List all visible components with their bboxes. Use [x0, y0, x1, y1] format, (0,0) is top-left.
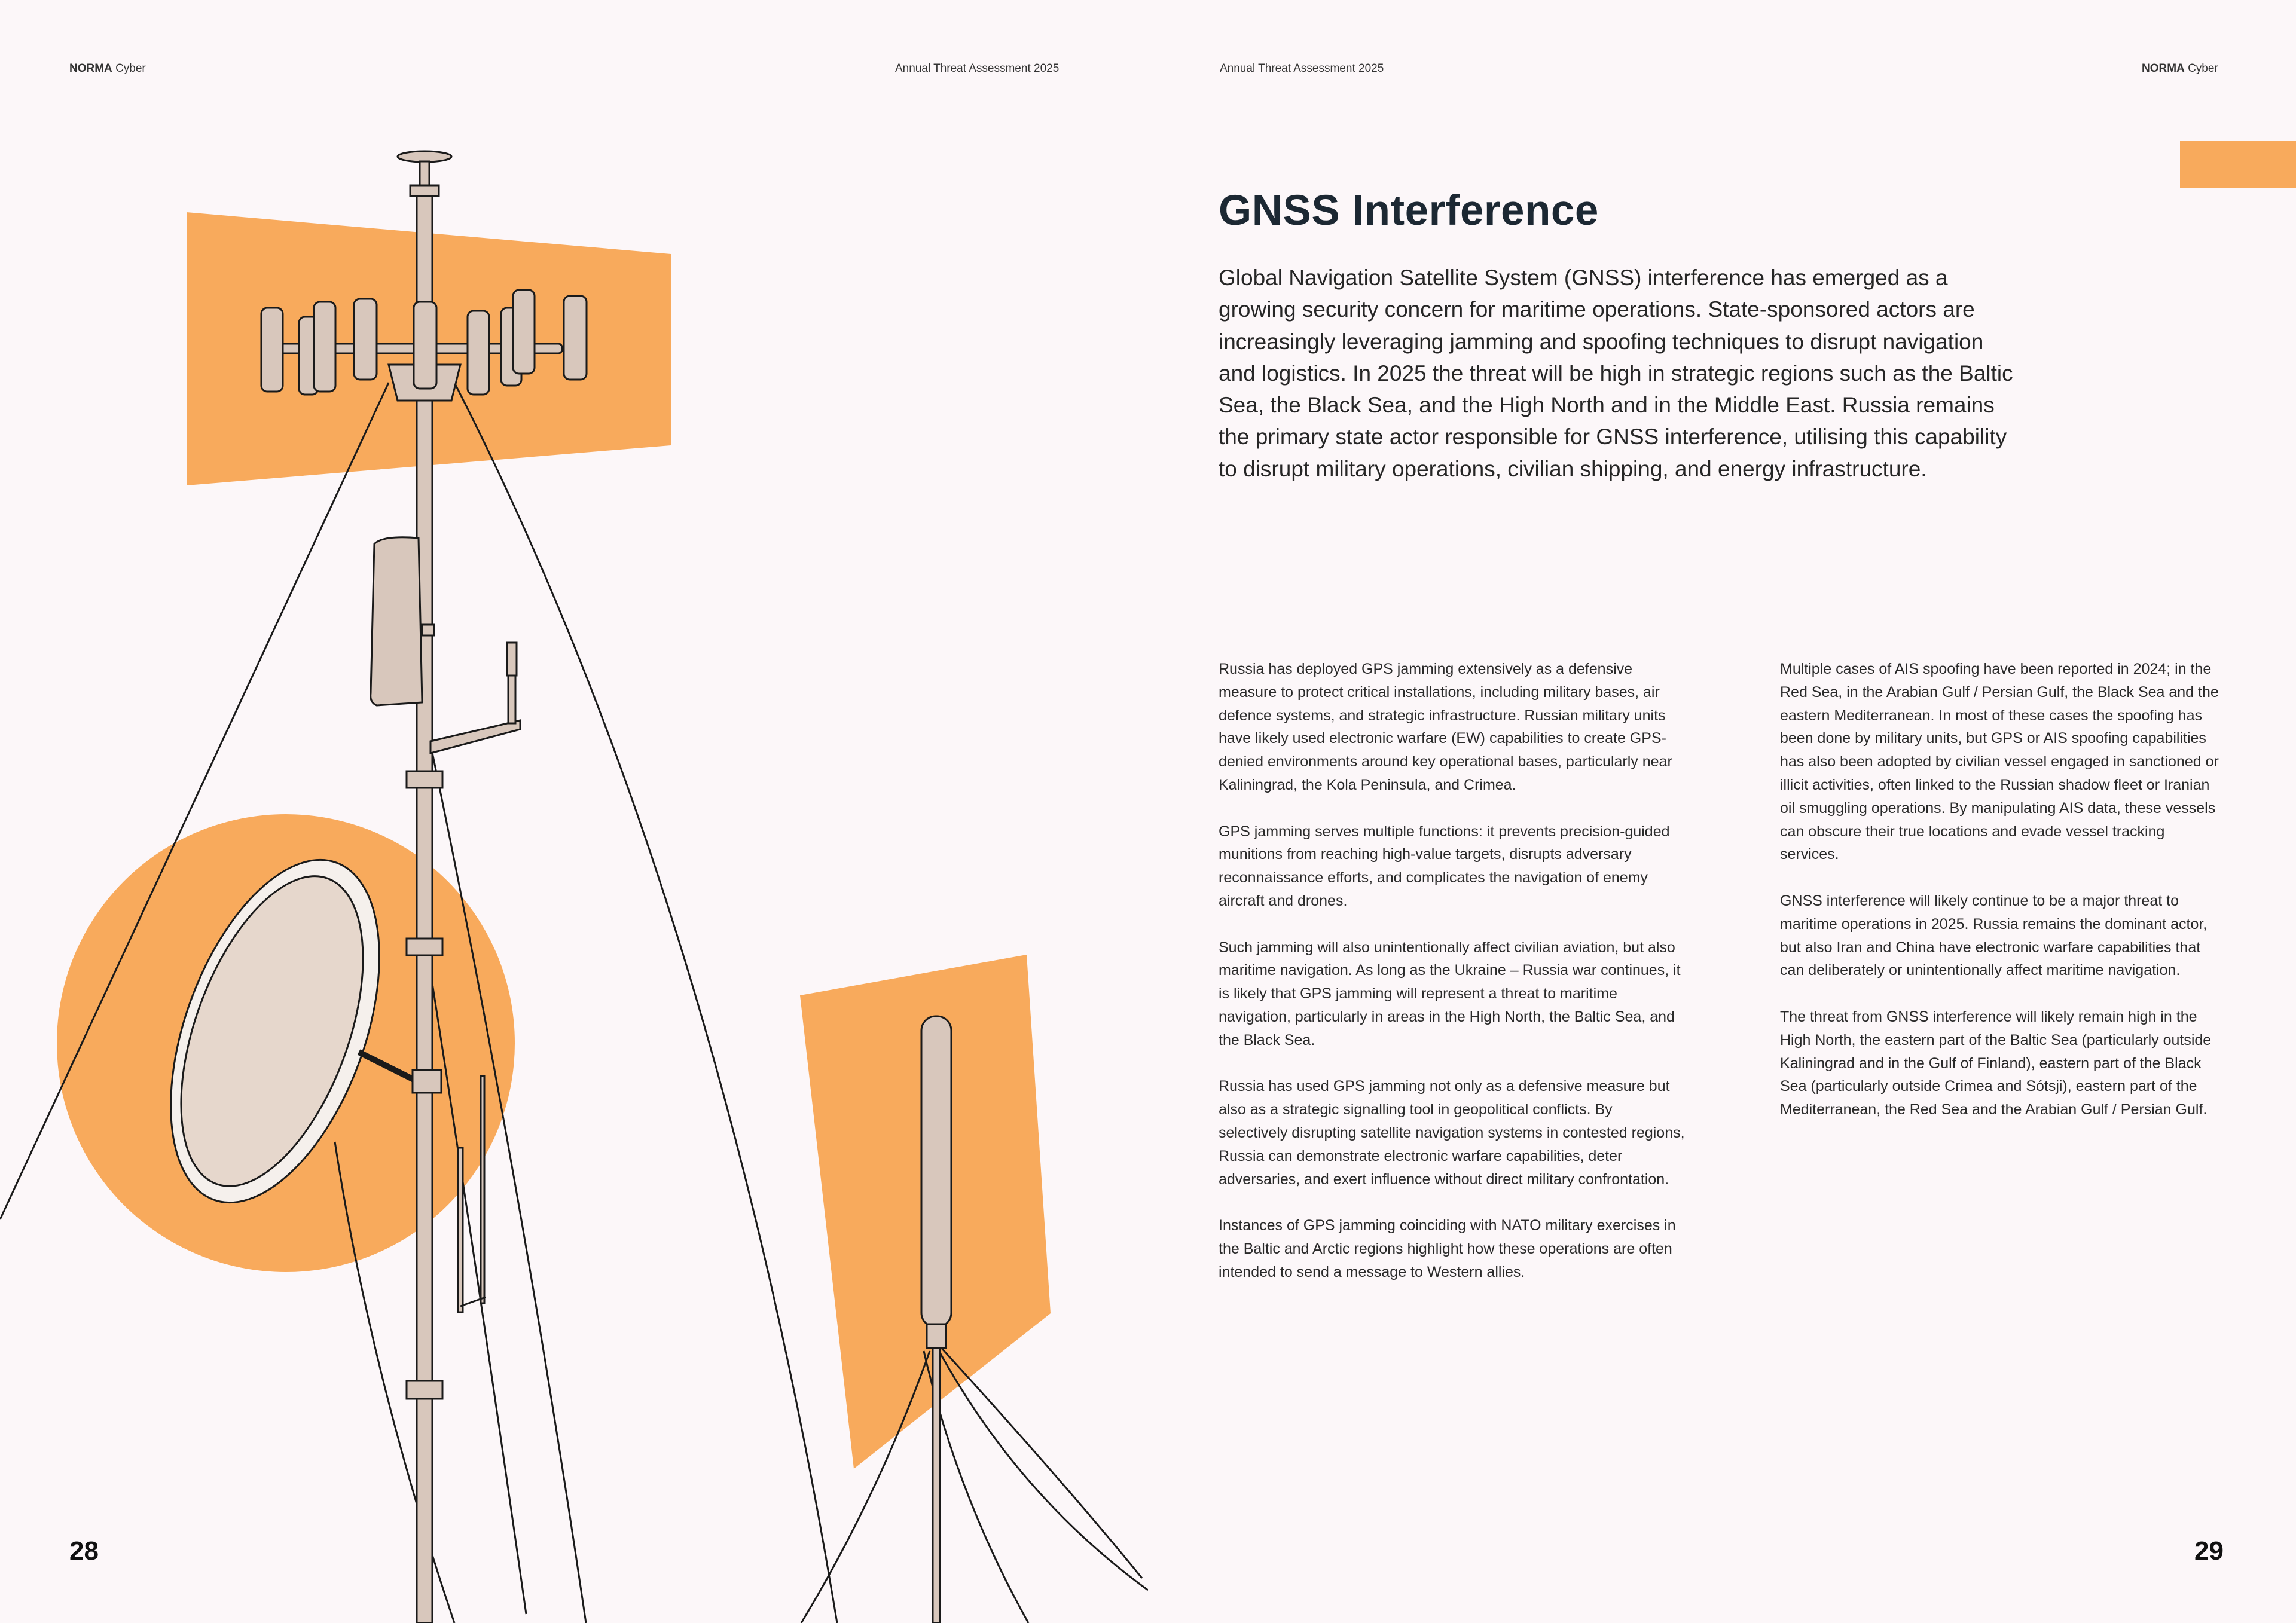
- brand-logo-right: NORMA Cyber: [2142, 62, 2218, 75]
- paragraph: GNSS interference will likely continue to be a major threat to maritime operations in 2025. Russia remains the dominant actor, but also Iran and China have electronic warfare capabilities that can deliberately or unintentionally affect maritime navigation.: [1780, 892, 2208, 979]
- paragraph: Russia has used GPS jamming not only as a defensive measure but also as a strategic signalling tool in geopolitical conflicts. By selectively disrupting satellite navigation systems in contested regions, Russia can demonstrate electronic warfare capabilities, deter adversaries, and exert influence without direct military confrontation.: [1219, 1078, 1685, 1188]
- omni-whip-antenna: [921, 1016, 951, 1623]
- body-column-1: [1219, 658, 1685, 1307]
- article-title: GNSS Interference: [1219, 187, 1599, 234]
- header-report-title-left: Annual Threat Assessment 2025: [895, 62, 1060, 75]
- header-report-title-right: Annual Threat Assessment 2025: [1220, 62, 1384, 75]
- page-number-right: 29: [2194, 1536, 2224, 1566]
- paragraph: GPS jamming serves multiple functions: it prevents precision-guided munitions from reaching high-value targets, disrupts adversary reconnaissance efforts, and complicates the navigation of enemy aircraft and drones.: [1219, 823, 1670, 909]
- brand-logo: NORMA Cyber: [69, 62, 146, 75]
- side-arm-antenna: [430, 643, 520, 753]
- orange-accent-bar: [2180, 141, 2296, 188]
- article-lead: Global Navigation Satellite System (GNSS) interference has emerged as a growing security concern for maritime operations. State-sponsored actors are increasingly leveraging jamming and spoofing techniques to disrupt navigation and logistics. In 2025 the threat will be high in strategic regions such as the Baltic Sea, the Black Sea, and the High North and in the Middle East. Russia remains the primary state actor responsible for GNSS interference, utilising this capability to disrupt military operations, civilian shipping, and energy infrastructure.: [1219, 265, 2013, 481]
- paragraph: Multiple cases of AIS spoofing have been reported in 2024; in the Red Sea, in the Arabian Gulf / Persian Gulf, the Black Sea and the eastern Mediterranean. In most of these cases the spoofing has been done by military units, but GPS or AIS spoofing capabilities has also been adopted by civilian vessel engaged in sanctioned or illicit activities, often linked to the Russian shadow fleet or Iranian oil smuggling operations. By manipulating AIS data, these vessels can obscure their true locations and evade vessel tracking services.: [1780, 661, 2219, 863]
- paragraph: Such jamming will also unintentionally affect civilian aviation, but also maritime navigation. As long as the Ukraine – Russia war continues, it is likely that GPS jamming will represent a threat to maritime navigation, particularly in areas in the High North, the Baltic Sea, and the Black Sea.: [1219, 939, 1681, 1049]
- paragraph: The threat from GNSS interference will likely remain high in the High North, the eastern part of the Baltic Sea (particularly outside Kaliningrad and in the Gulf of Finland), eastern part of the Black Sea (particularly outside Crimea and Sótsji), eastern part of the Mediterranean, the Red Sea and the Arabian Gulf / Persian Gulf.: [1780, 1008, 2212, 1118]
- paragraph: Instances of GPS jamming coinciding with NATO military exercises in the Baltic and Arctic regions highlight how these operations are often intended to send a message to Western allies.: [1219, 1217, 1676, 1280]
- page-number-left: 28: [69, 1536, 99, 1566]
- body-column-2: [1780, 658, 2219, 1145]
- paragraph: Russia has deployed GPS jamming extensively as a defensive measure to protect critical installations, including military bases, air defence systems, and strategic infrastructure. Russian military units have likely used electronic warfare (EW) capabilities to create GPS-denied environments around key operational bases, particularly near Kaliningrad, the Kola Peninsula, and Crimea.: [1219, 661, 1672, 793]
